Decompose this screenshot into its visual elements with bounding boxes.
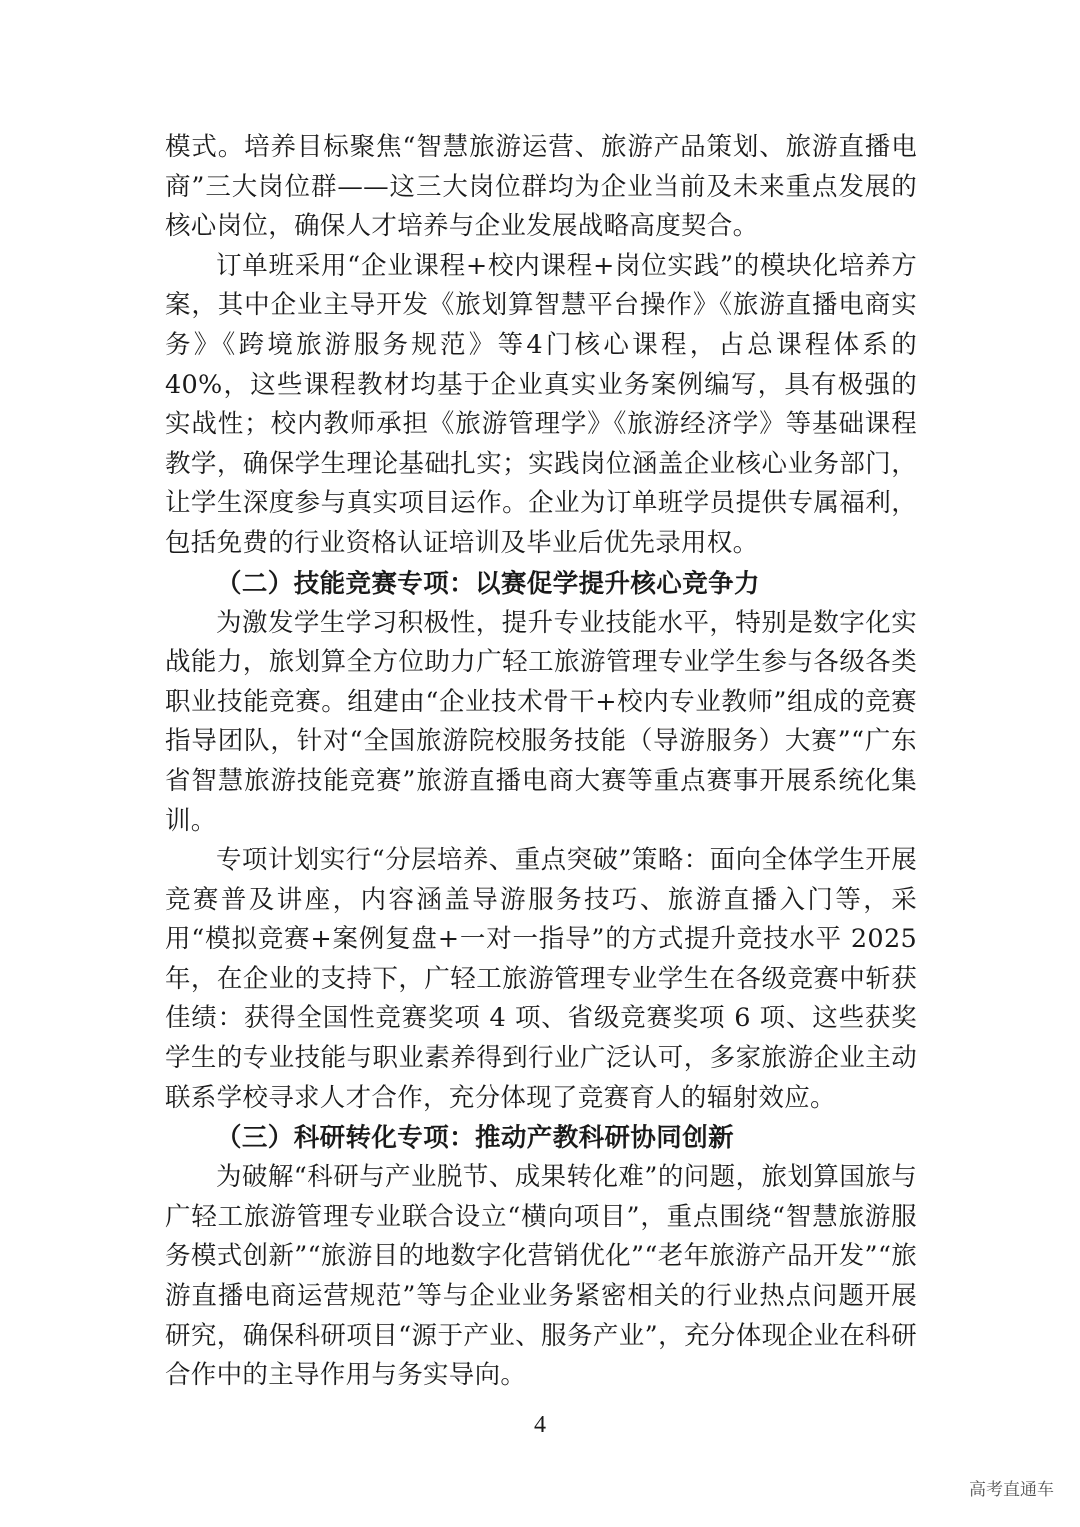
document-body <box>165 128 917 1396</box>
paragraph-competition-support: 为激发学生学习积极性，提升专业技能水平，特别是数字化实战能力，旅划算全方位助力广轻工旅游管理专业学生参与各级各类职业技能竞赛。组建由“企业技术骨干+校内专业教师”组成的竞赛指导团队，针对“全国旅游院校服务技能（导游服务）大赛”“广东省智慧旅游技能竞赛”旅游直播电商大赛等重点赛事开展系统化集训。 <box>165 607 917 836</box>
paragraph-order-class: 订单班采用“企业课程+校内课程+岗位实践”的模块化培养方案，其中企业主导开发《旅划算智慧平台操作》《旅游直播电商实务》《跨境旅游服务规范》等4门核心课程，占总课程体系的40%，这些课程教材均基于企业真实业务案例编写，具有极强的实战性；校内教师承担《旅游管理学》《旅游经济学》等基础课程教学，确保学生理论基础扎实；实践岗位涵盖企业核心业务部门，让学生深度参与真实项目运作。企业为订单班学员提供专属福利，包括免费的行业资格认证培训及毕业后优先录用权。 <box>165 250 917 558</box>
paragraph-research-projects: 为破解“科研与产业脱节、成果转化难”的问题，旅划算国旅与广轻工旅游管理专业联合设立“横向项目”，重点围绕“智慧旅游服务模式创新”“旅游目的地数字化营销优化”“老年旅游产品开发”“旅游直播电商运营规范”等与企业业务紧密相关的行业热点问题开展研究，确保科研项目“源于产业、服务产业”，充分体现企业在科研合作中的主导作用与务实导向。 <box>165 1162 917 1391</box>
watermark-text: 高考直通车 <box>969 1480 1054 1500</box>
section-heading-research: （三）科研转化专项：推动产教科研协同创新 <box>216 1123 735 1154</box>
page-number: 4 <box>534 1412 546 1438</box>
section-heading-skill-competition: （二）技能竞赛专项：以赛促学提升核心竞争力 <box>216 568 760 599</box>
paragraph-competition-results: 专项计划实行“分层培养、重点突破”策略：面向全体学生开展竞赛普及讲座，内容涵盖导游服务技巧、旅游直播入门等，采用“模拟竞赛+案例复盘+一对一指导”的方式提升竞技水平 2025 年，在企业的支持下，广轻工旅游管理专业学生在各级竞赛中斩获佳绩：获得全国性竞赛奖项 4 项、省级竞赛奖项 6 项、这些获奖学生的专业技能与职业素养得到行业广泛认可，多家旅游企业主动联系学校寻求人才合作，充分体现了竞赛育人的辐射效应。 <box>165 845 917 1113</box>
paragraph-training-goals: 模式。培养目标聚焦“智慧旅游运营、旅游产品策划、旅游直播电商”三大岗位群——这三大岗位群均为企业当前及未来重点发展的核心岗位，确保人才培养与企业发展战略高度契合。 <box>165 132 917 242</box>
